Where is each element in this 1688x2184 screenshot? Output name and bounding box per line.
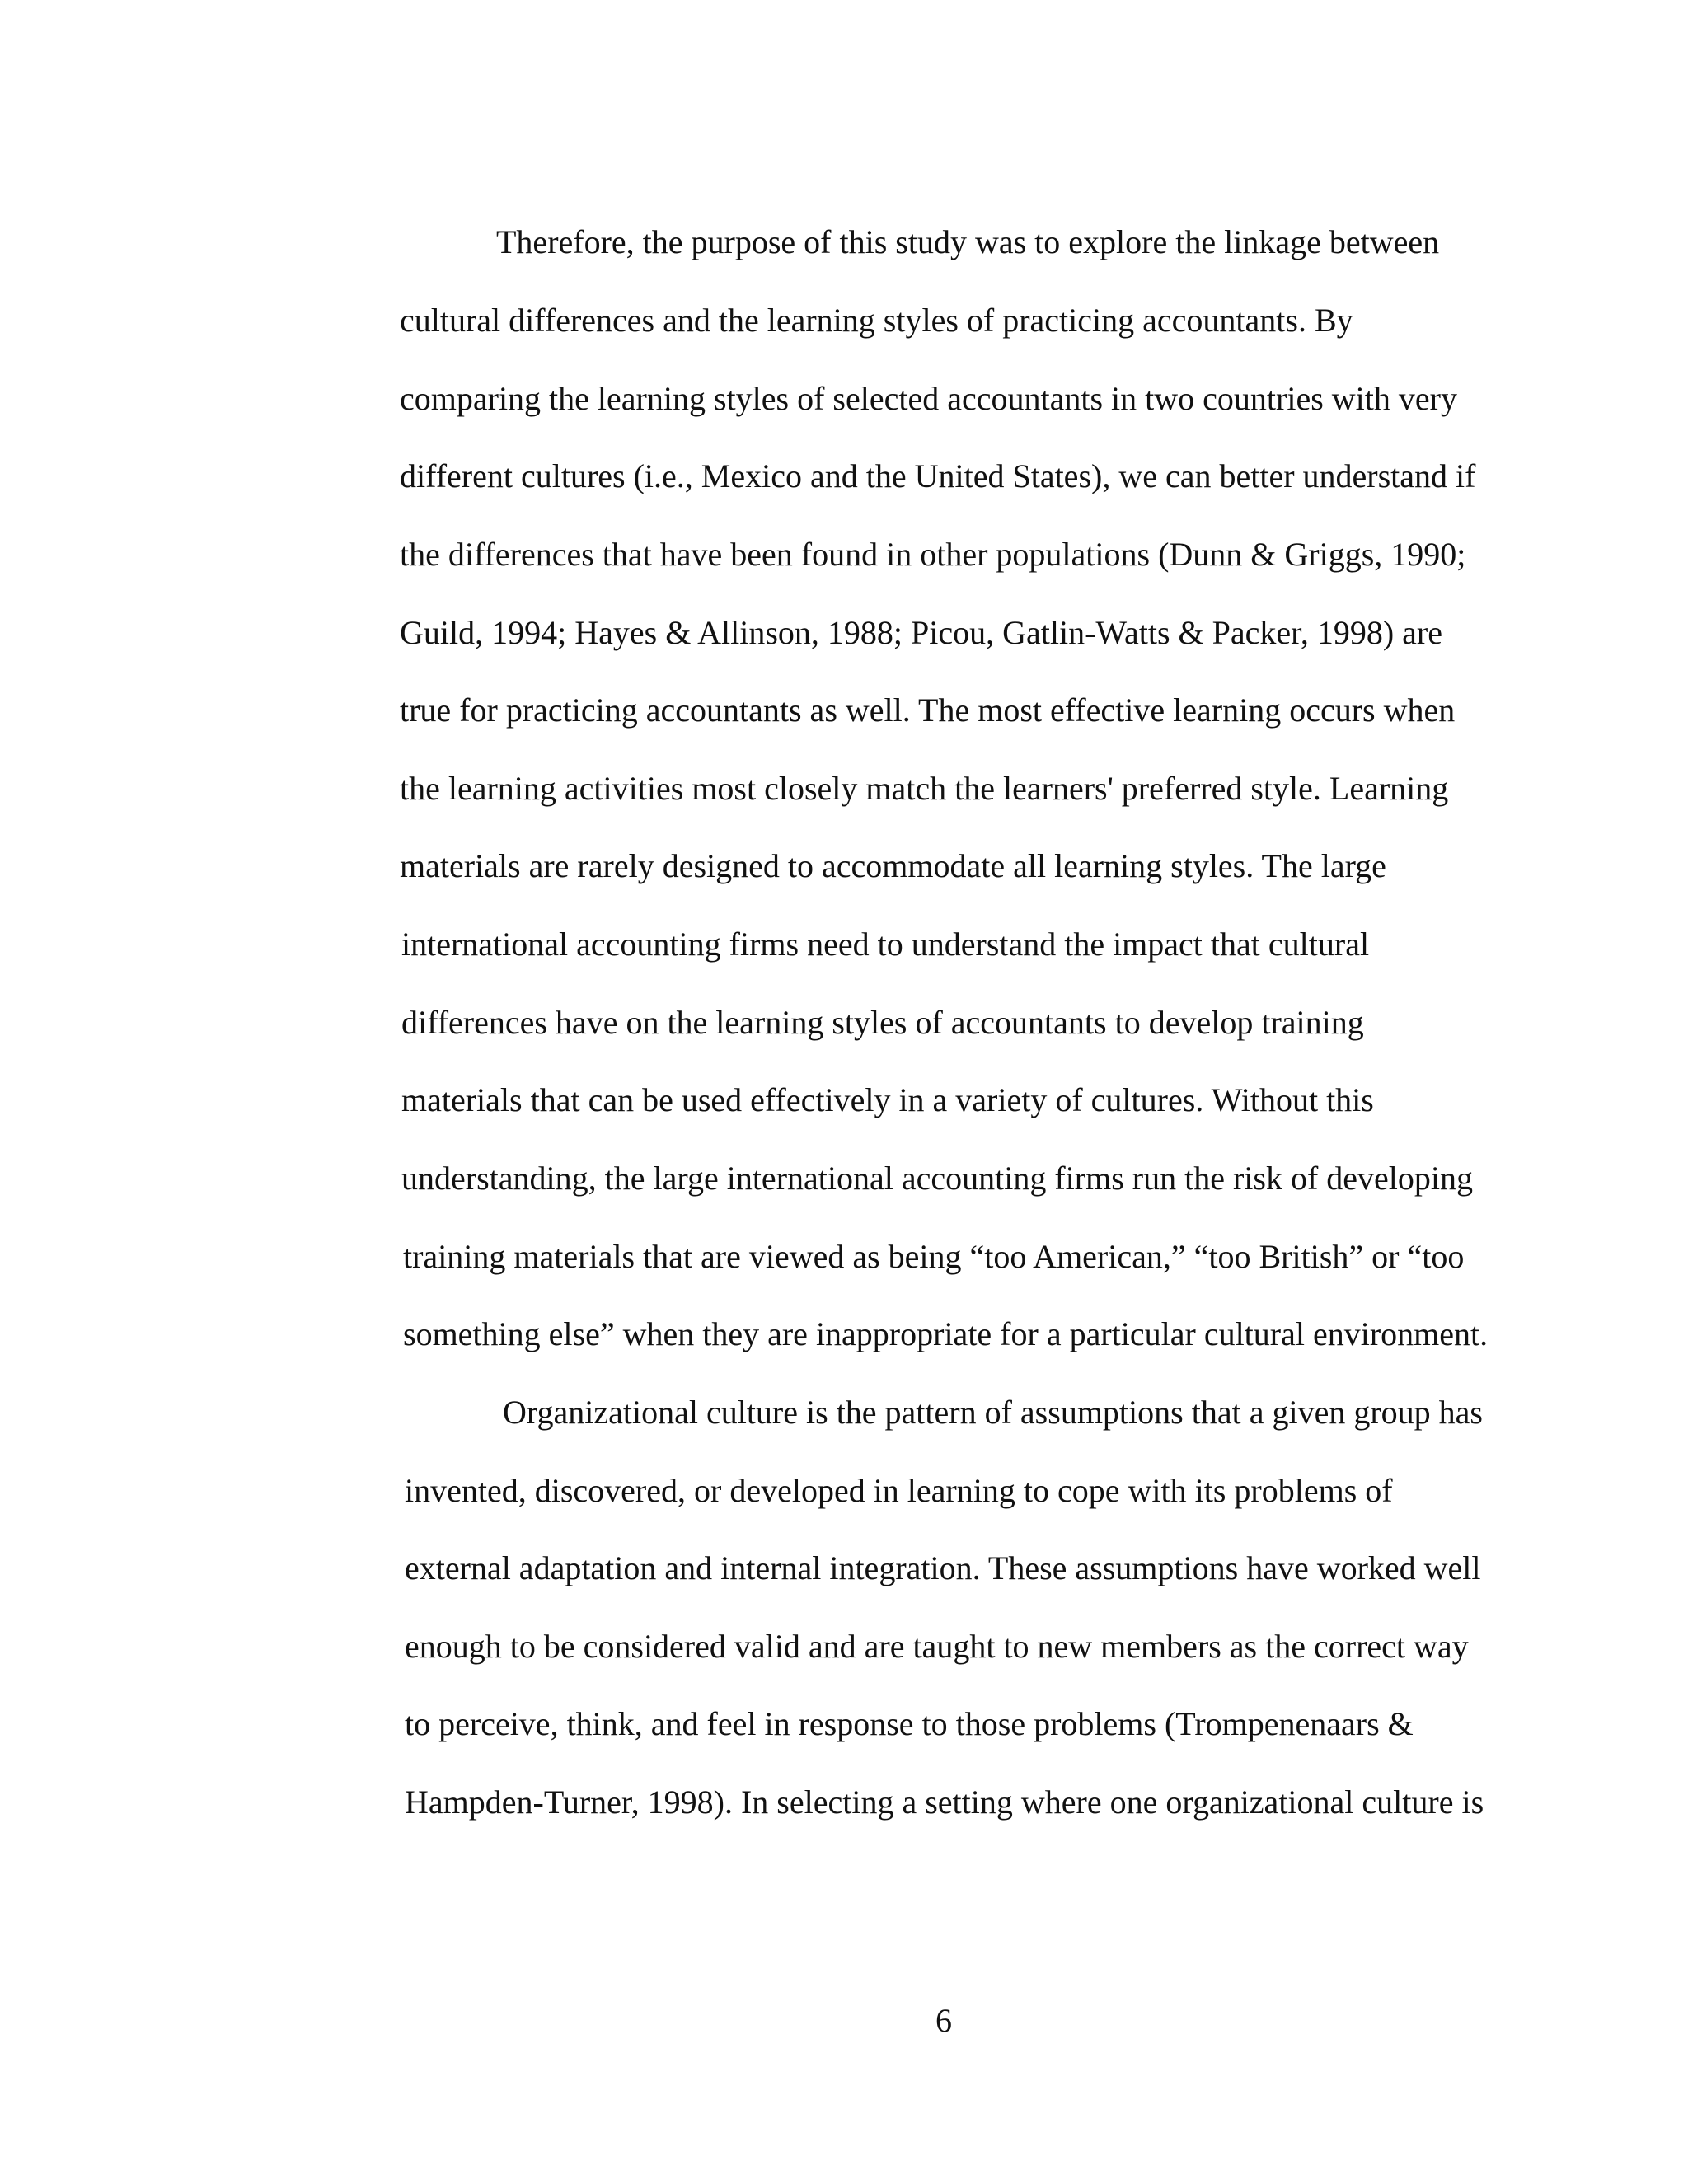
text-line: cultural differences and the learning styles of practicing accountants. By [400,302,1353,339]
text-line: comparing the learning styles of selected accountants in two countries with very [400,380,1457,417]
text-line: Hampden-Turner, 1998). In selecting a setting where one organizational culture is [405,1783,1484,1821]
text-line: Therefore, the purpose of this study was to explore the linkage between [496,223,1440,260]
page-number: 6 [935,2002,952,2039]
text-line: the learning activities most closely match the learners' preferred style. Learning [400,770,1449,807]
text-line: training materials that are viewed as being “too American,” “too British” or “too [403,1238,1465,1275]
text-line: understanding, the large international accounting firms run the risk of developing [401,1160,1474,1197]
text-line: materials are rarely designed to accommodate all learning styles. The large [400,847,1386,884]
text-line: Organizational culture is the pattern of assumptions that a given group has [503,1394,1483,1431]
text-line: true for practicing accountants as well. The most effective learning occurs when [400,691,1456,729]
text-line: different cultures (i.e., Mexico and the United States), we can better understand if [400,457,1476,494]
text-line: Guild, 1994; Hayes & Allinson, 1988; Picou, Gatlin-Watts & Packer, 1998) are [400,614,1442,651]
text-line: external adaptation and internal integration. These assumptions have worked well [405,1549,1481,1586]
text-line: something else” when they are inappropriate for a particular cultural environment. [403,1315,1489,1352]
text-line: materials that can be used effectively in a variety of cultures. Without this [401,1081,1374,1118]
text-line: to perceive, think, and feel in response to those problems (Trompenenaars & [405,1705,1414,1742]
text-line: international accounting firms need to understand the impact that cultural [401,926,1370,963]
text-line: enough to be considered valid and are taught to new members as the correct way [405,1628,1469,1665]
text-line: the differences that have been found in other populations (Dunn & Griggs, 1990; [400,536,1466,573]
text-line: differences have on the learning styles of accountants to develop training [401,1004,1364,1041]
text-line: invented, discovered, or developed in learning to cope with its problems of [405,1472,1393,1509]
